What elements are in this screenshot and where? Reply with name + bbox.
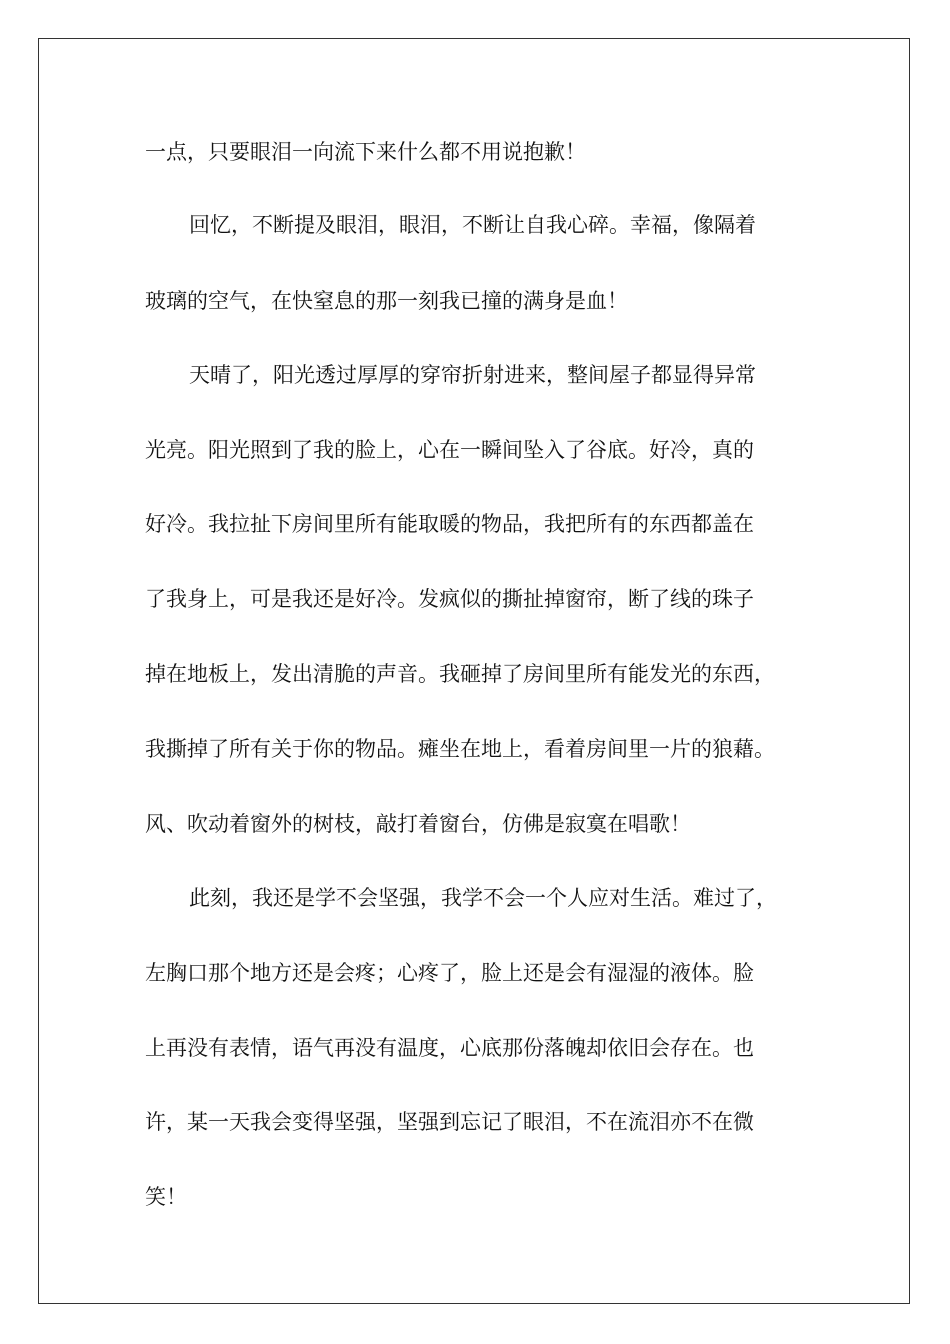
text-line: 许，某一天我会变得坚强，坚强到忘记了眼泪，不在流泪亦不在微 <box>145 1110 754 1134</box>
text-line: 笑！ <box>145 1185 187 1209</box>
document-page <box>38 38 910 1304</box>
document-body <box>39 39 909 1303</box>
text-line: 风、吹动着窗外的树枝，敲打着窗台，仿佛是寂寞在唱歌！ <box>145 812 691 836</box>
text-line: 此刻，我还是学不会坚强，我学不会一个人应对生活。难过了， <box>189 886 777 910</box>
text-line: 左胸口那个地方还是会疼；心疼了，脸上还是会有湿湿的液体。脸 <box>145 961 754 985</box>
text-line: 玻璃的空气，在快窒息的那一刻我已撞的满身是血！ <box>145 289 628 313</box>
text-line: 回忆，不断提及眼泪，眼泪，不断让自我心碎。幸福，像隔着 <box>189 213 756 237</box>
text-line: 掉在地板上，发出清脆的声音。我砸掉了房间里所有能发光的东西， <box>145 662 775 686</box>
text-line: 光亮。阳光照到了我的脸上，心在一瞬间坠入了谷底。好冷，真的 <box>145 438 754 462</box>
text-line: 了我身上，可是我还是好冷。发疯似的撕扯掉窗帘，断了线的珠子 <box>145 587 754 611</box>
text-line: 天晴了，阳光透过厚厚的穿帘折射进来，整间屋子都显得异常 <box>189 363 756 387</box>
text-line: 上再没有表情，语气再没有温度，心底那份落魄却依旧会存在。也 <box>145 1036 754 1060</box>
text-line: 好冷。我拉扯下房间里所有能取暖的物品，我把所有的东西都盖在 <box>145 512 754 536</box>
text-line: 一点，只要眼泪一向流下来什么都不用说抱歉！ <box>145 140 586 164</box>
text-line: 我撕掉了所有关于你的物品。瘫坐在地上，看着房间里一片的狼藉。 <box>145 737 775 761</box>
